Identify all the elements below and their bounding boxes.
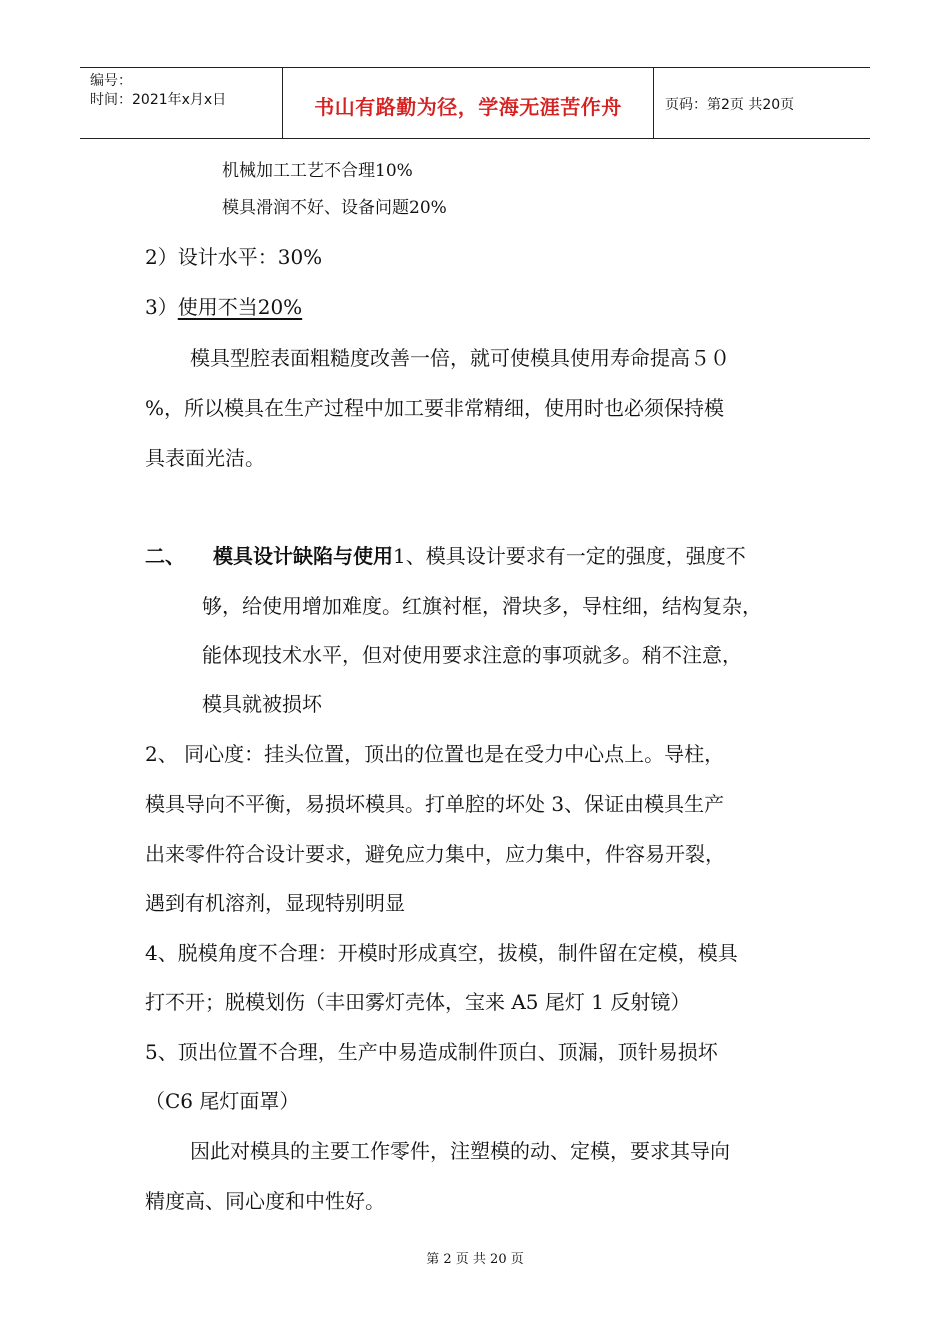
header-motto-cell: [283, 68, 654, 138]
header-meta-cell: [80, 68, 283, 138]
text-line: 模具型腔表面粗糙度改善一倍，就可使模具使用寿命提高５０: [190, 346, 730, 370]
text-line: 因此对模具的主要工作零件，注塑模的动、定模，要求其导向: [190, 1139, 730, 1163]
text-line: 出来零件符合设计要求，避免应力集中，应力集中，件容易开裂，: [145, 842, 725, 866]
text-line: 遇到有机溶剂，显现特别明显: [145, 891, 405, 915]
header-page-cell: [655, 68, 870, 138]
list-number: 3）: [145, 295, 178, 319]
number-label: 编号：: [90, 73, 132, 89]
text-line: 具表面光洁。: [145, 446, 265, 470]
underlined-text: 使用不当20%: [177, 295, 303, 319]
header-motto: 书山有路勤为径，学海无涯苦作舟: [314, 95, 622, 119]
text-line: 4、脱模角度不合理：开模时形成真空，拔模，制件留在定模，模具: [145, 941, 738, 965]
text-line: 够，给使用增加难度。红旗衬框，滑块多，导柱细，结构复杂，: [202, 594, 762, 618]
section-heading-line: [145, 544, 746, 568]
text-line: %，所以模具在生产过程中加工要非常精细，使用时也必须保持模: [145, 396, 725, 420]
text-line: 5、顶出位置不合理，生产中易造成制件顶白、顶漏，顶针易损坏: [145, 1040, 718, 1064]
text-line: [145, 295, 302, 319]
text-line: 能体现技术水平，但对使用要求注意的事项就多。稍不注意，: [202, 643, 742, 667]
page-header: [80, 67, 870, 139]
section-heading: 模具设计缺陷与使用: [213, 544, 393, 568]
text-line: 2、 同心度：挂头位置，顶出的位置也是在受力中心点上。导柱，: [145, 742, 725, 766]
text-line: 机械加工工艺不合理10%: [222, 161, 413, 181]
section-first-text: 1、模具设计要求有一定的强度，强度不: [393, 544, 746, 568]
section-number: 二、: [145, 544, 185, 568]
page-footer: 第 2 页 共 20 页: [426, 1252, 524, 1267]
text-line: 2）设计水平：30%: [145, 245, 323, 269]
text-line: 模具导向不平衡，易损坏模具。打单腔的坏处 3、保证由模具生产: [145, 792, 725, 816]
header-page-info: 页码：第2页 共20页: [665, 97, 795, 113]
text-line: 精度高、同心度和中性好。: [145, 1189, 385, 1213]
text-line: 打不开；脱模划伤（丰田雾灯壳体，宝来 A5 尾灯 1 反射镜）: [145, 990, 691, 1014]
text-line: （C6 尾灯面罩）: [145, 1089, 300, 1113]
text-line: 模具滑润不好、设备问题20%: [222, 198, 447, 218]
text-line: 模具就被损坏: [202, 692, 322, 716]
time-label: 时间：2021年x月x日: [90, 92, 227, 108]
